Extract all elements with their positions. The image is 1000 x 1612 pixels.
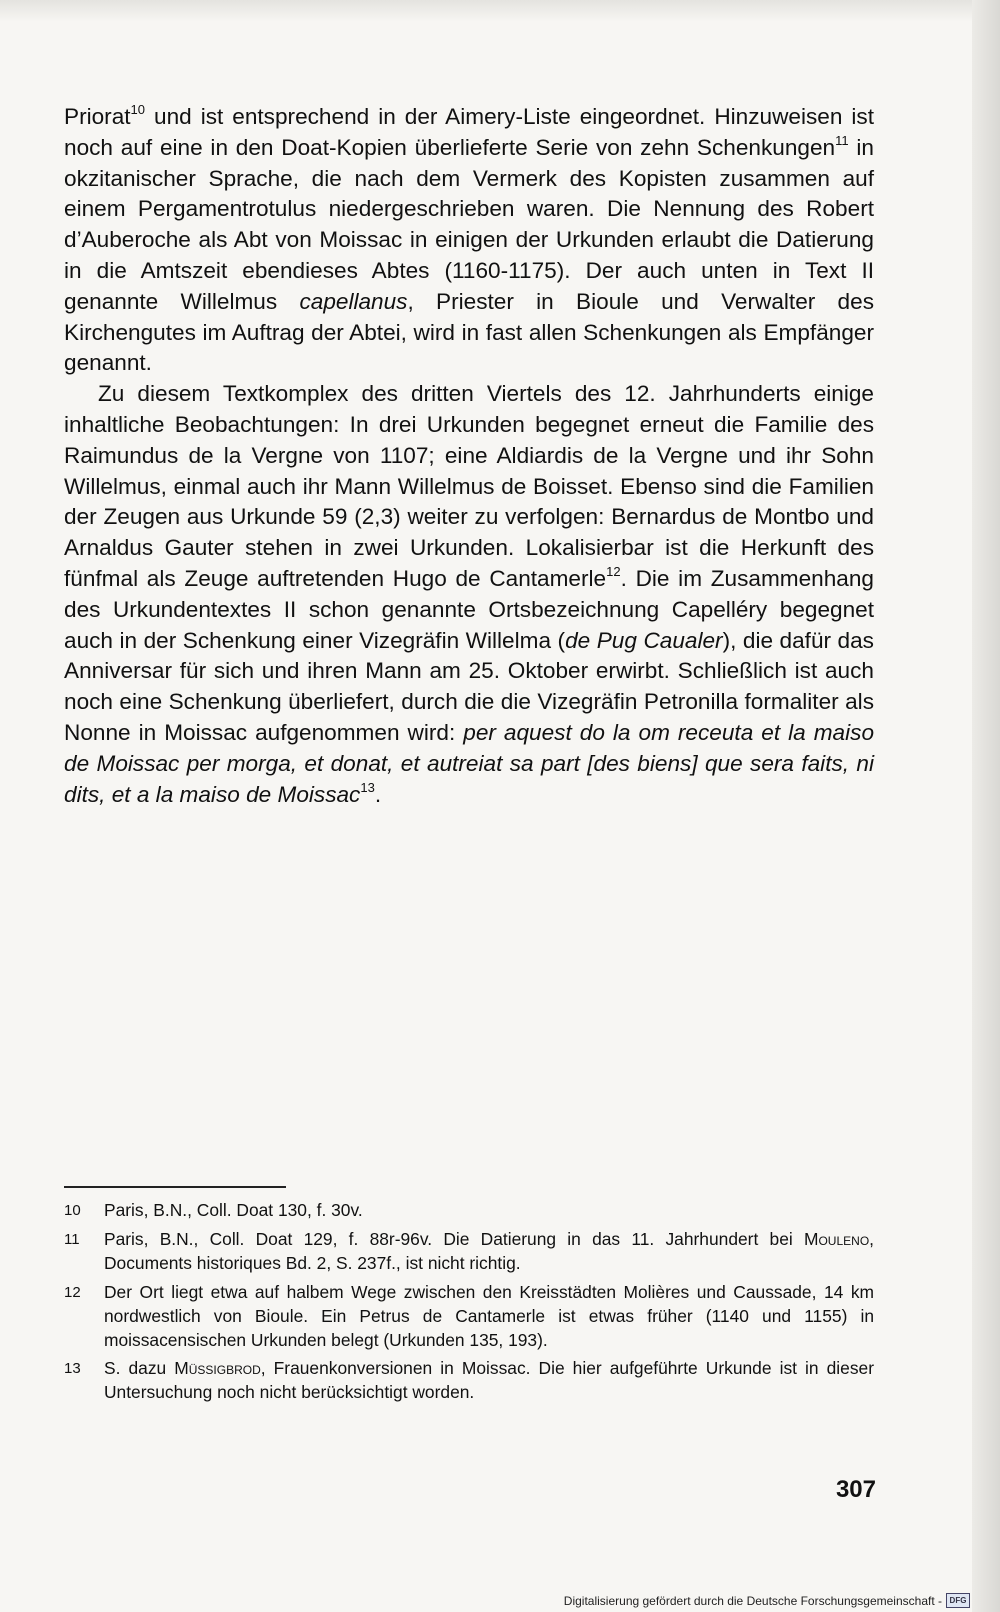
text-span: , Frauenkonversionen in Moissac. Die hier aufgeführte Urkunde ist in dieser Untersuchung noch nicht berücksichtigt worden. <box>104 1358 874 1403</box>
text-span: Priorat <box>64 104 131 129</box>
italic-term: de Pug Caualer <box>565 627 723 653</box>
text-span: , Priester in Bioule und Verwalter des Kirchengutes im Auftrag der Abtei, wird in fast allen Schenkungen als Empfänger genannt. <box>64 288 874 376</box>
text-span: Zu diesem Textkomplex des dritten Viertels des 12. Jahrhunderts einige inhaltliche Beobachtungen: In drei Urkunden begegnet erneut die Familie des Raimundus de la Vergne von 1107; eine Aldiardis de la Vergne und ihr Sohn Willelmus, einmal auch ihr Mann Willelmus de Boisset. Ebenso sind die Familien der Zeugen aus Urkunde 59 (2,3) weiter zu verfolgen: Bernardus de Montbo und Arnaldus Gauter stehen in zwei Urkunden. Lokalisierbar ist die Herkunft des fünfmal als Zeuge auftretenden Hugo de Cantamerle <box>64 381 874 591</box>
text-span: , Documents historiques Bd. 2, S. 237f., ist nicht richtig. <box>104 1229 874 1274</box>
text-span: und ist entsprechend in der Aimery-Liste eingeordnet. Hinzuweisen ist noch auf eine in den Doat-Kopien überlieferte Serie von zehn Schenkungen <box>64 104 874 160</box>
footnote-12 <box>64 1280 874 1353</box>
author-name: Müssigbrod <box>174 1358 261 1379</box>
dfg-logo-icon[interactable]: DFG <box>946 1593 970 1608</box>
page-shadow-right <box>972 0 1000 1612</box>
footnote-text <box>104 1356 874 1404</box>
footnote-ref-10[interactable]: 10 <box>130 102 146 118</box>
footnote-separator <box>64 1186 286 1188</box>
text-span: Paris, B.N., Coll. Doat 129, f. 88r-96v. Die Datierung in das 11. Jahrhundert bei <box>104 1229 804 1250</box>
main-text <box>64 102 874 810</box>
italic-quote: per aquest do la om receuta et la maiso de Moissac per morga, et donat, et autreiat sa part [des biens] que sera faits, ni dits, et a la maiso de Moissac <box>64 719 875 807</box>
text-span: ), die dafür das Anniversar für sich und ihren Mann am 25. Oktober erwirbt. Schließlich ist auch noch eine Schenkung überliefert, durch die die Vizegräfin Petronilla formaliter als Nonne in Moissac aufgenommen wird: <box>64 627 874 745</box>
text-span: . <box>374 781 382 807</box>
footnote-11 <box>64 1227 874 1275</box>
footnote-text: Paris, B.N., Coll. Doat 130, f. 30v. <box>104 1200 363 1220</box>
footnote-ref-13[interactable]: 13 <box>360 780 375 795</box>
paragraph-1 <box>64 102 874 379</box>
footnote-text <box>104 1227 874 1275</box>
text-span: in okzitanischer Sprache, die nach dem Vermerk des Kopisten zusammen auf einem Pergamentrotulus niedergeschrieben waren. Die Nennung des Robert d’Auberoche als Abt von Moissac in einigen der Urkunden erlaubt die Datierung in die Amtszeit ebendieses Abtes (1160-1175). Der auch unten in Text II genannte Willelmus <box>64 134 874 314</box>
text-span: S. dazu <box>104 1358 175 1379</box>
footnote-number: 12 <box>64 1283 81 1301</box>
page-shadow-top <box>0 0 1000 22</box>
digitization-credit <box>564 1593 970 1608</box>
footnote-13 <box>64 1356 874 1404</box>
footnote-ref-12[interactable]: 12 <box>606 564 621 580</box>
paragraph-2 <box>64 379 874 810</box>
footnote-ref-11[interactable]: 11 <box>835 133 849 149</box>
footnote-text: Der Ort liegt etwa auf halbem Wege zwischen den Kreisstädten Molières und Caussade, 14 km nordwestlich von Bioule. Ein Petrus de Cantamerle ist etwas früher (1140 und 1155) in moissacensischen Urkunden belegt (Urkunden 135, 193). <box>104 1281 874 1351</box>
credit-text: Digitalisierung gefördert durch die Deutsche Forschungsgemeinschaft - <box>563 1593 942 1608</box>
footnote-number: 10 <box>64 1202 81 1219</box>
footnote-number: 11 <box>64 1231 80 1249</box>
footnote-number: 13 <box>64 1360 81 1378</box>
text-span: . Die im Zusammenhang des Urkundentextes II schon genannte Ortsbezeichnung Capelléry begegnet auch in der Schenkung einer Vizegräfin Willelma ( <box>64 565 874 653</box>
footnotes <box>64 1198 874 1409</box>
footnote-10 <box>64 1198 874 1223</box>
italic-term: capellanus <box>299 288 408 314</box>
author-name: Mouleno <box>803 1229 870 1250</box>
page-number: 307 <box>835 1476 876 1503</box>
